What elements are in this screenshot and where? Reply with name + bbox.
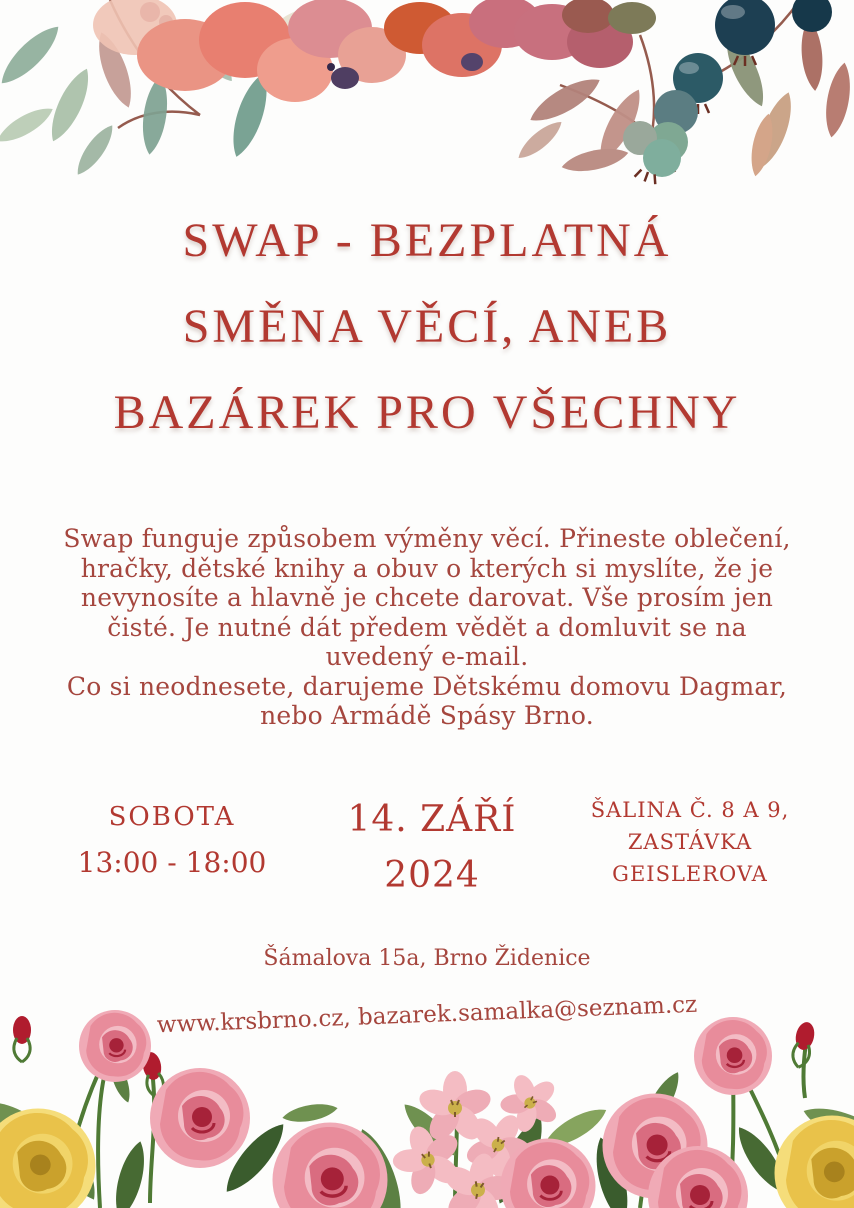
day-label: SOBOTA xyxy=(108,802,236,832)
stop-label: ZASTÁVKA xyxy=(627,830,753,854)
title-line-2: SMĚNA VĚCÍ, ANEB xyxy=(182,300,672,353)
stop-name: GEISLEROVA xyxy=(612,862,768,886)
description-line: nebo Armádě Spásy Brno. xyxy=(260,701,594,730)
top-floral-decoration xyxy=(0,0,854,195)
detail-date xyxy=(322,792,542,904)
description-line: čisté. Je nutné dát předem vědět a domluvit se na xyxy=(107,612,747,642)
event-address: Šámalova 15a, Brno Židenice xyxy=(263,946,591,971)
tram-line: ŠALINA Č. 8 A 9, xyxy=(590,798,790,822)
title-line-1: SWAP - BEZPLATNÁ xyxy=(182,214,672,267)
date-day-month: 14. ZÁŘÍ xyxy=(347,799,517,840)
description-line: uvedený e-mail. xyxy=(325,642,529,671)
contact-line: www.krsbrno.cz, bazarek.samalka@seznam.cz xyxy=(156,991,698,1039)
description-line: Co si neodnesete, darujeme Dětskému domovu Dagmar, xyxy=(66,671,788,701)
description-line: hračky, dětské knihy a obuv o kterých si myslíte, že je xyxy=(80,553,774,583)
description-line: Swap funguje způsobem výměny věcí. Přineste oblečení, xyxy=(63,524,791,553)
date-year: 2024 xyxy=(384,855,480,896)
title-line-3: BAZÁREK PRO VŠECHNY xyxy=(113,386,741,439)
poster-title xyxy=(0,198,854,456)
description-line: nevynosíte a hlavně je chcete darovat. Vše prosím jen xyxy=(80,583,774,612)
detail-transport xyxy=(570,794,810,890)
detail-day-time xyxy=(52,802,292,879)
event-description xyxy=(0,524,854,731)
time-range: 13:00 - 18:00 xyxy=(77,846,267,879)
